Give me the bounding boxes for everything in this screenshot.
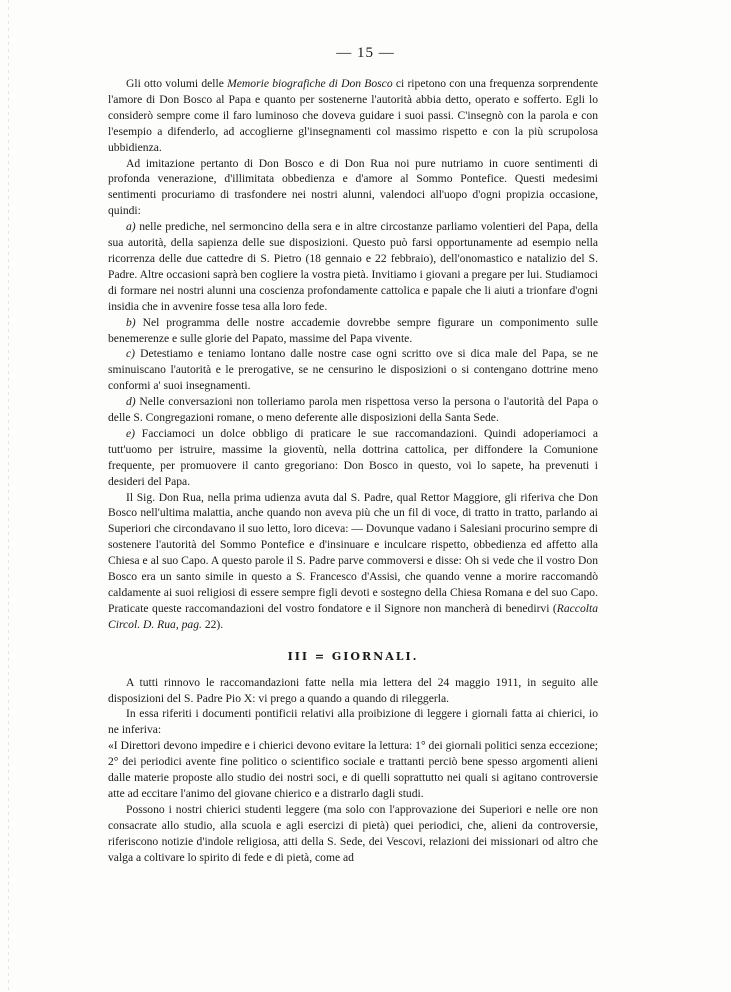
paragraph: A tutti rinnovo le raccomandazioni fatte nella mia lettera del 24 maggio 1911, in seguito alle disposizioni del S. Padre Pio X: vi prego a quando a quando di rileggerla. xyxy=(108,675,598,705)
paragraph: Il Sig. Don Rua, nella prima udienza avuta dal S. Padre, qual Rettor Maggiore, gli riferiva che Don Bosco nell'ultima malattia, anche quando non aveva più che un fil di voce, di tratto in tratto, parlando ai Superiori che circondavano il suo letto, loro diceva: — Dovunque vadano i Salesiani procurino sempre di sostenere l'autorità del Sommo Pontefice e d'insinuare e inculcare rispetto, obbedienza ed affetto alla Chiesa e al suo Capo. A questo parole il S. Padre parve commoversi e disse: Oh si vede che il vostro Don Bosco era un santo simile in questo a S. Francesco d'Assisi, che quando venne a morire raccomandò caldamente ai suoi religiosi di essere sempre figli devoti e sostegno della Chiesa Romana e del suo Capo. Praticate queste raccomandazioni del vostro fondatore e il Signore non mancherà di benedirvi (Raccolta Circol. D. Rua, pag. 22). xyxy=(108,490,598,631)
section-heading: III = GIORNALI. xyxy=(287,649,419,663)
page-edge-shadow xyxy=(8,0,9,992)
body-text xyxy=(108,76,598,866)
list-item-d: d) Nelle conversazioni non tolleriamo parola men rispettosa verso la persona o l'autorità del Papa o delle S. Congregazioni romane, o meno deferente alle disposizioni della Santa Sede. xyxy=(108,395,598,425)
paragraph: Ad imitazione pertanto di Don Bosco e di Don Rua noi pure nutriamo in cuore sentimenti di profonda venerazione, d'illimitata obbedienza e d'amore al Sommo Pontefice. Questi medesimi sentimenti procuriamo di trasfondere nei nostri alunni, valendoci all'uopo d'ogni propizia occasione, quindi: xyxy=(108,156,598,218)
paragraph: Gli otto volumi delle Memorie biografiche di Don Bosco ci ripetono con una frequenza sorprendente l'amore di Don Bosco al Papa e quanto per sostenerne l'autorità abbia detto, operato e sofferto. Egli lo considerò sempre come il faro luminoso che doveva guidare i suoi passi. C'insegnò con la parola e con l'esempio a difenderlo, ad accoglierne gl'insegnamenti col massimo rispetto e con la più scrupolosa ubbidienza. xyxy=(108,77,599,154)
quotation: «I Direttori devono impedire e i chierici devono evitare la lettura: 1° dei giornali politici senza eccezione; 2° dei periodici avente fine politico o scientifico sociale e trattanti perciò bene spesso argomenti alieni dalle materie proposte allo studio dei nostri soci, e di quelli soprattutto nei quali si agitano controversie atte ad eccitare l'animo del giovane chierico e a distrarlo dagli studi. xyxy=(108,739,598,800)
list-item-e: e) Facciamoci un dolce obbligo di praticare le sue raccomandazioni. Quindi adoperiamoci a tutt'uomo per istruire, massime la gioventù, nella dottrina cattolica, per diffondere la Comunione frequente, per promuovere il canto gregoriano: Don Bosco in questo, voi lo sapete, ha prevenuti i desideri del Papa. xyxy=(108,426,598,488)
paragraph: In essa riferiti i documenti pontificii relativi alla proibizione di leggere i giornali fatta ai chierici, io ne inferiva: xyxy=(108,707,598,737)
book-title: Memorie biografiche di Don Bosco xyxy=(227,77,393,90)
paragraph: Possono i nostri chierici studenti leggere (ma solo con l'approvazione dei Superiori e nelle ore non consacrate allo studio, alla scuola e agli esercizi di pietà) quei periodici, che, alieni da controversie, riferiscono notizie d'indole religiosa, atti della S. Sede, dei Vescovi, relazioni dei missionari od altro che valga a coltivare lo spirito di fede e di pietà, come ad xyxy=(108,802,598,864)
list-item-a: a) nelle prediche, nel sermoncino della sera e in altre circostanze parliamo volentieri del Papa, della sua autorità, della sapienza delle sue disposizioni. Questo può farsi opportunamente ad esempio nella ricorrenza delle due cattedre di S. Pietro (18 gennaio e 22 febbraio), dell'onomastico e natalizio del S. Padre. Altre occasioni saprà ben cogliere la vostra pietà. Invitiamo i giovani a pregare per lui. Studiamoci di formare nei nostri alunni una coscienza profondamente cattolica e papale che li aiuti a trionfare d'ogni insidia che in avvenire fosse tesa alla loro fede. xyxy=(108,220,598,313)
page-number: — 15 — xyxy=(336,45,395,61)
citation: Raccolta Circol. D. Rua, pag. xyxy=(108,601,598,631)
list-item-c: c) Detestiamo e teniamo lontano dalle nostre case ogni scritto ove si dica male del Papa, se ne sminuiscano l'autorità e le prerogative, se ne censurino le disposizioni o si contengano dottrine meno conformi a' suoi insegnamenti. xyxy=(108,347,598,393)
list-item-b: b) Nel programma delle nostre accademie dovrebbe sempre figurare un componimento sulle benemerenze e sulle glorie del Papato, massime del Papa vivente. xyxy=(108,315,598,345)
